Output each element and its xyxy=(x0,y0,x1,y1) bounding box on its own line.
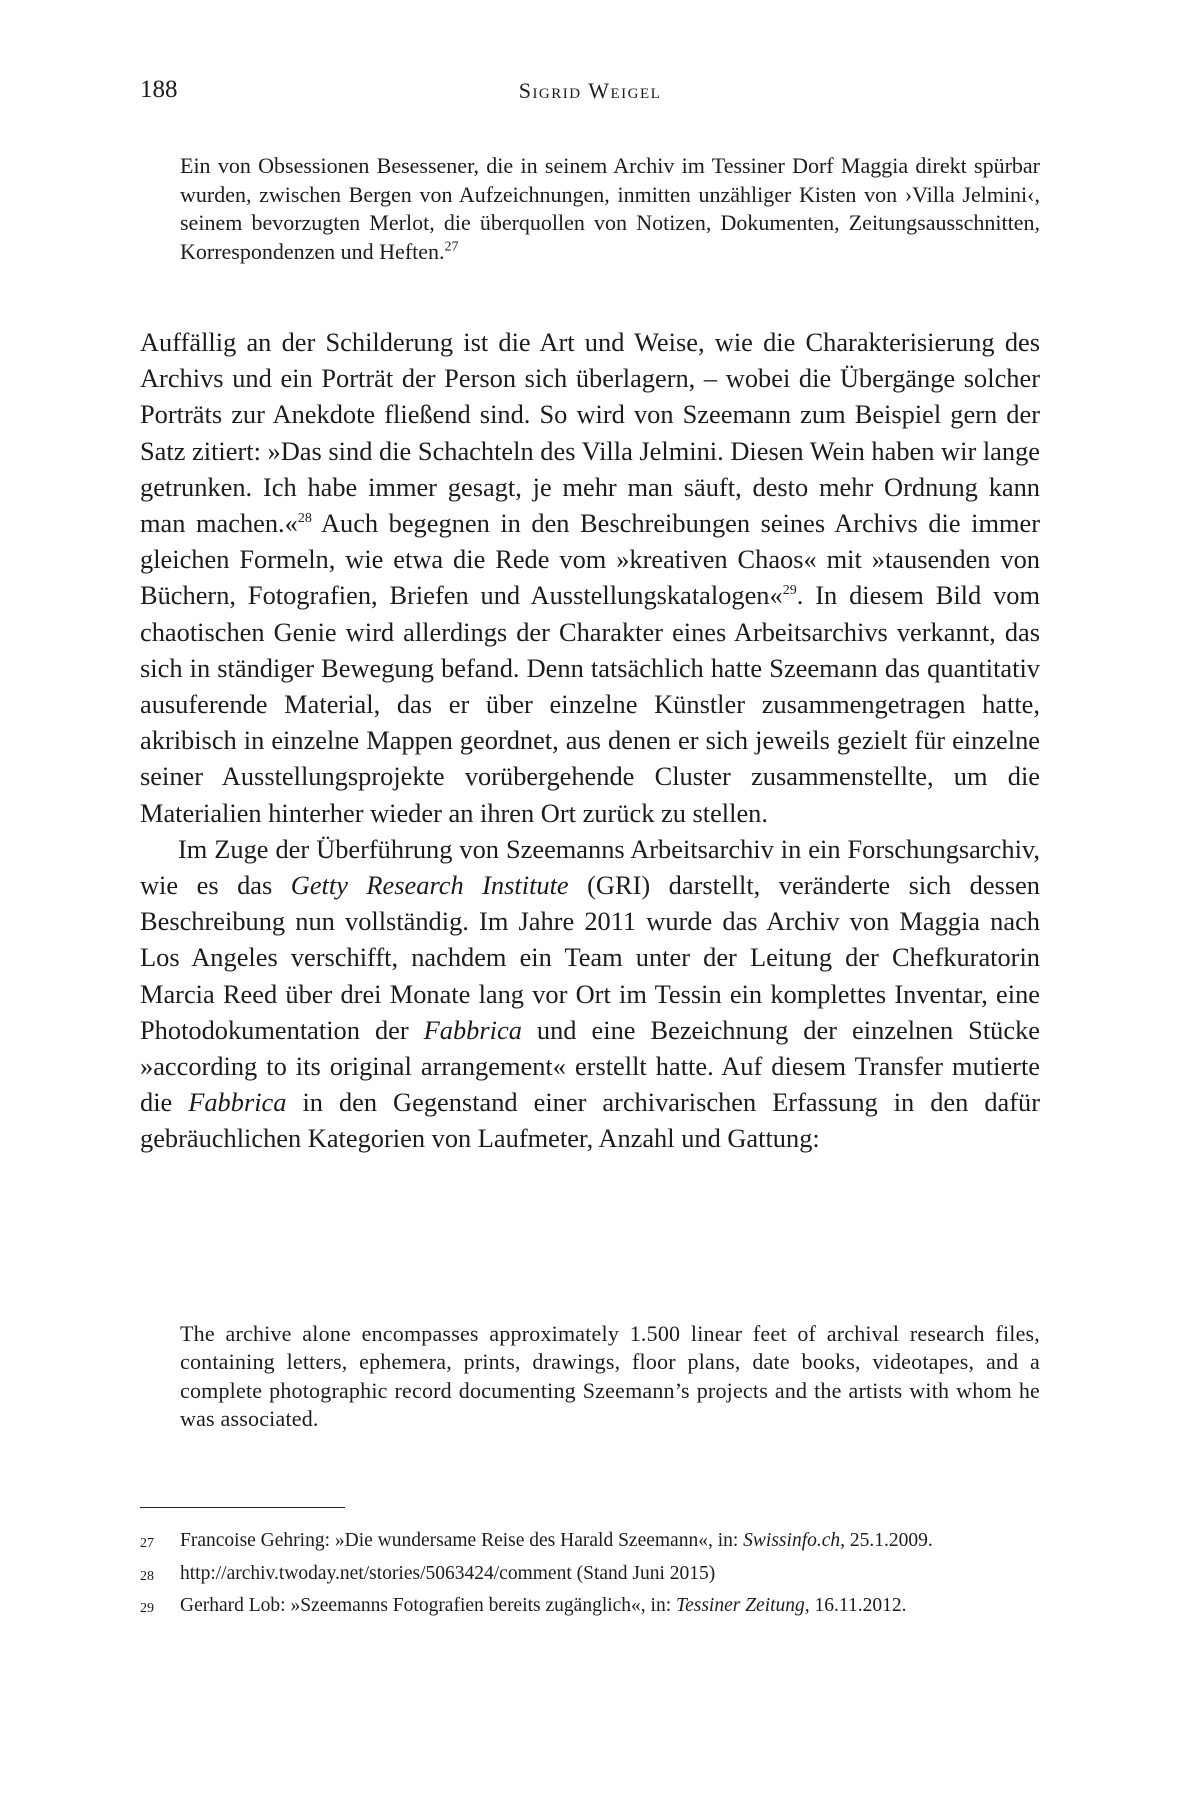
quote-text: Ein von Obsessionen Besessener, die in seinem Archiv im Tessiner Dorf Maggia direkt spürbar wurden, zwischen Bergen von Aufzeichnungen, inmitten unzähliger Kisten von ›Villa Jelmini‹, seinem bevorzugten Merlot, die überquollen von Notizen, Dokumenten, Zeitungsausschnitten, Korrespondenzen und Heften. xyxy=(180,153,1040,264)
italic-fabbrica: Fabbrica xyxy=(423,1014,522,1045)
block-quote-szeemann-description xyxy=(180,152,1040,266)
page-number: 188 xyxy=(140,76,178,103)
footnote-29 xyxy=(140,1593,1040,1622)
footnote-text xyxy=(180,1593,1040,1622)
paragraph-text: in den Gegenstand einer archivarischen Erfassung in den dafür gebräuchlichen Kategorien von Laufmeter, Anzahl und Gattung: xyxy=(140,1087,1040,1154)
footnote-text xyxy=(180,1528,1040,1557)
paragraph-1 xyxy=(140,324,1040,831)
footnotes xyxy=(140,1528,1040,1626)
footnote-number: 29 xyxy=(140,1601,154,1616)
paragraph-text: und eine Bezeichnung der einzelnen Stücke »according to its original arrangement« erstellt hatte. Auf diesem Transfer mutierte die xyxy=(140,1014,1040,1118)
footnote-body: http://archiv.twoday.net/stories/5063424/comment (Stand Juni 2015) xyxy=(180,1562,716,1584)
paragraph-text: Auffällig an der Schilderung ist die Art und Weise, wie die Charakterisierung des Archivs und ein Porträt der Person sich überlagern, – wobei die Übergänge solcher Porträts zur Anekdote fließend sind. So wird von Szeemann zum Beispiel gern der Satz zitiert: »Das sind die Schachteln des Villa Jelmini. Diesen Wein haben wir lange getrunken. Ich habe immer gesagt, je mehr man säuft, desto mehr Ordnung kann man machen.« xyxy=(140,327,1040,539)
footnote-ref-28: 28 xyxy=(297,511,312,527)
footnote-body: Francoise Gehring: »Die wundersame Reise des Harald Szeemann«, in: xyxy=(180,1530,744,1551)
footnote-divider xyxy=(140,1507,345,1508)
paragraph-text: . In diesem Bild vom chaotischen Genie wird allerdings der Charakter eines Arbeitsarchivs verkannt, das sich in ständiger Bewegung befand. Denn tatsächlich hatte Szeemann das quantitativ ausuferende Material, das er über einzelne Künstler zusammengetragen hatte, akribisch in einzelne Mappen geordnet, aus denen er sich jeweils gezielt für einzelne seiner Ausstellungsprojekte vorübergehende Cluster zusammenstellte, um die Materialien hinterher wieder an ihren Ort zurück zu stellen. xyxy=(140,580,1040,828)
footnote-number: 27 xyxy=(140,1536,154,1551)
footnote-source: Swissinfo.ch, xyxy=(743,1530,846,1551)
footnote-date: 25.1.2009. xyxy=(845,1530,933,1551)
paragraph-2 xyxy=(140,831,1040,1157)
footnote-date: 16.11.2012. xyxy=(809,1595,907,1616)
italic-fabbrica: Fabbrica xyxy=(188,1087,287,1118)
paragraph-text: (GRI) darstellt, veränderte sich dessen Beschreibung nun vollständig. Im Jahre 2011 wurde das Archiv von Maggia nach Los Angeles verschifft, nachdem ein Team unter der Leitung der Chefkuratorin Marcia Reed über drei Monate lang vor Ort im Tessin ein komplettes Inventar, eine Photodokumentation der xyxy=(140,870,1040,1045)
footnote-28 xyxy=(140,1561,1040,1590)
footnote-ref-27: 27 xyxy=(444,239,459,255)
footnote-body: Gerhard Lob: »Szeemanns Fotografien bereits zugänglich«, in: xyxy=(180,1595,677,1616)
paragraph-text: Im Zuge der Überführung von Szeemanns Arbeitsarchiv in ein Forschungsarchiv, wie es das xyxy=(140,833,1040,901)
page-header xyxy=(140,76,1040,116)
footnote-text xyxy=(180,1561,1040,1590)
running-head: Sigrid Weigel xyxy=(518,78,662,103)
body-text xyxy=(140,324,1040,1157)
footnote-ref-29: 29 xyxy=(782,583,797,599)
footnote-27 xyxy=(140,1528,1040,1557)
footnote-source: Tessiner Zeitung, xyxy=(676,1595,810,1616)
paragraph-text: Auch begegnen in den Beschreibungen seines Archivs die immer gleichen Formeln, wie etwa die Rede vom »kreativen Chaos« mit »tausenden von Büchern, Fotografien, Briefen und Ausstellungskatalogen« xyxy=(140,508,1040,611)
italic-institute-name: Getty Research Institute xyxy=(290,870,569,901)
footnote-number: 28 xyxy=(140,1568,154,1584)
block-quote-archive-description: The archive alone encompasses approximately 1.500 linear feet of archival research files, containing letters, ephemera, prints, drawings, floor plans, date books, videotapes, and a complete photographic record documenting Szeemann’s projects and the artists with whom he was associated. xyxy=(180,1321,1040,1432)
